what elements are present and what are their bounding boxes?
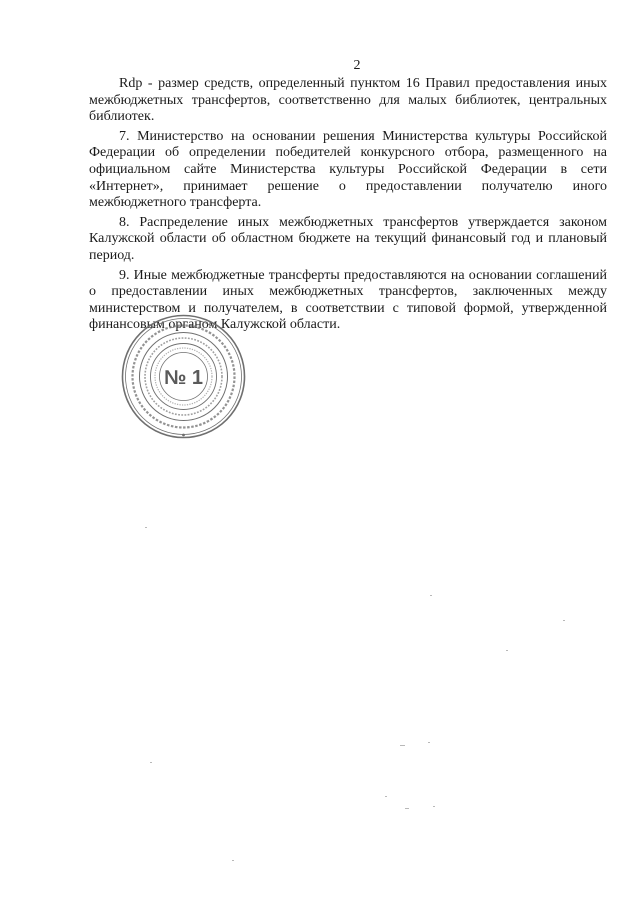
page-number: 2 bbox=[353, 58, 361, 73]
paragraph-9: 9. Иные межбюджетные трансферты предоставляются на основании соглашений о предоставлении иных межбюджетных трансфертов, заключенных между министерством и получателем, в соответствии с типовой формой, утвержденной финансовым органом Калужской области. bbox=[89, 267, 607, 333]
official-stamp bbox=[120, 313, 247, 440]
stamp-number: № 1 bbox=[164, 367, 203, 389]
paragraph-rdp-definition: Rdp - размер средств, определенный пунктом 16 Правил предоставления иных межбюджетных трансфертов, соответственно для малых библиотек, центральных библиотек. bbox=[89, 76, 607, 125]
document-body bbox=[89, 76, 607, 337]
paragraph-8: 8. Распределение иных межбюджетных трансфертов утверждается законом Калужской области об областном бюджете на текущий финансовый год и плановый период. bbox=[89, 214, 607, 263]
paragraph-7: 7. Министерство на основании решения Министерства культуры Российской Федерации об определении победителей конкурсного отбора, размещенного на официальном сайте Министерства культуры Российской Федерации в сети «Интернет», принимает решение о предоставлении получателю иного межбюджетного трансферта. bbox=[89, 128, 607, 211]
